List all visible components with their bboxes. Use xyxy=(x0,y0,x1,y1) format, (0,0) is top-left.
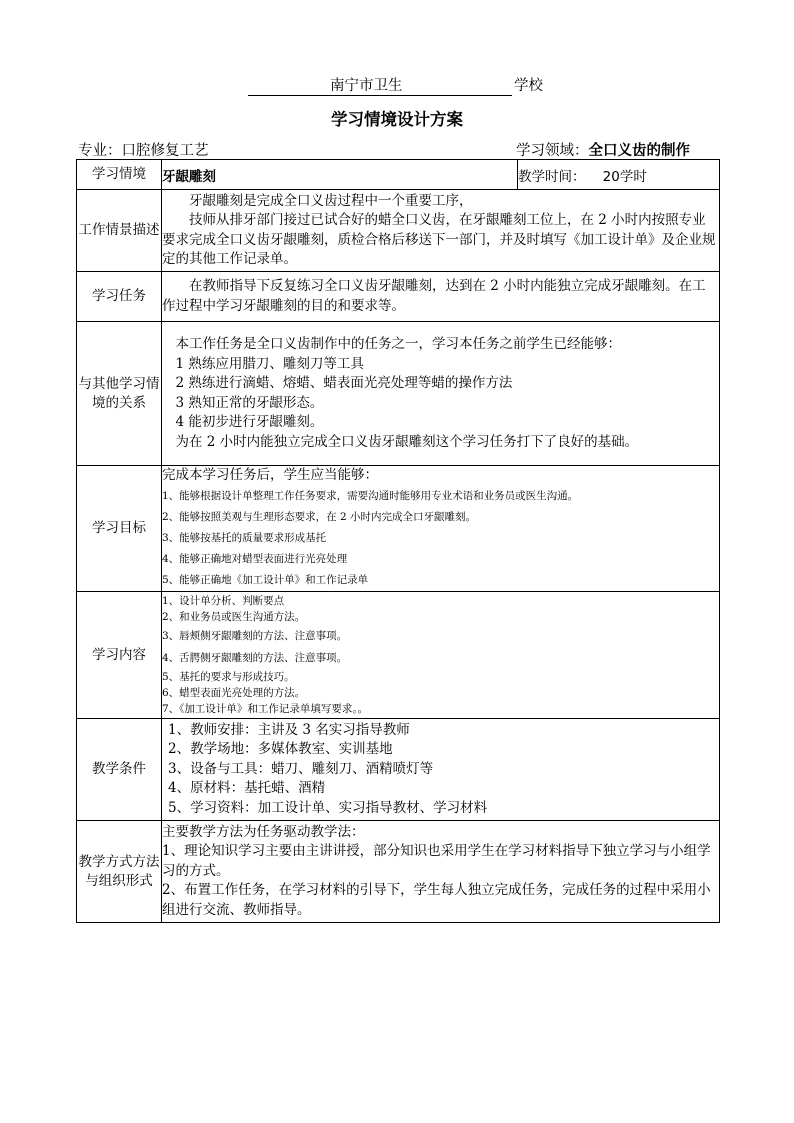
relation-item: 2 熟练进行滴蜡、熔蜡、蜡表面光亮处理等蜡的操作方法 xyxy=(175,375,513,391)
conditions-label: 教学条件 xyxy=(77,719,162,821)
goal-item: 3、能够按基托的质量要求形成基托 xyxy=(162,531,327,544)
teaching-time-cell xyxy=(518,160,720,190)
task-text: 在教师指导下反复练习全口义齿牙龈雕刻，达到在 2 小时内能独立完成牙龈雕刻。在工作过程中学习牙龈雕刻的目的和要求等。 xyxy=(162,278,706,314)
table-row-relation xyxy=(77,322,720,466)
situation-label: 学习情境 xyxy=(77,160,162,190)
task-label: 学习任务 xyxy=(77,272,162,322)
task-content xyxy=(162,272,720,322)
design-plan-table xyxy=(76,159,720,923)
relation-outro: 为在 2 小时内能独立完成全口义齿牙龈雕刻这个学习任务打下了良好的基础。 xyxy=(175,433,639,450)
description-line: 牙龈雕刻是完成全口义齿过程中一个重要工序， xyxy=(189,192,473,209)
table-row-goals xyxy=(77,466,720,592)
document-title: 学习情境设计方案 xyxy=(331,110,463,129)
goals-label: 学习目标 xyxy=(77,466,162,592)
relation-content xyxy=(162,322,720,466)
goal-item: 4、能够正确地对蜡型表面进行光亮处理 xyxy=(162,552,348,565)
content-item: 3、唇颊侧牙龈雕刻的方法、注意事项。 xyxy=(162,630,348,642)
relation-item: 3 熟知正常的牙龈形态。 xyxy=(175,394,324,411)
method-item: 2、布置工作任务，在学习材料的引导下，学生每人独立完成任务，完成任务的过程中采用小组进行交流、教师指导。 xyxy=(162,882,711,918)
major-label: 专业：口腔修复工艺 xyxy=(78,143,209,159)
learning-domain xyxy=(516,139,690,160)
condition-item: 1、教师安排：主讲及 3 名实习指导教师 xyxy=(168,721,410,738)
content-label: 学习内容 xyxy=(77,592,162,719)
goals-intro: 完成本学习任务后，学生应当能够： xyxy=(162,467,378,484)
relation-item: 1 熟练应用腊刀、雕刻刀等工具 xyxy=(175,355,364,372)
table-row-task xyxy=(77,272,720,322)
domain-value: 全口义齿的制作 xyxy=(588,143,690,159)
methods-intro: 主要教学方法为任务驱动教学法： xyxy=(162,823,365,840)
table-row-content xyxy=(77,592,720,719)
domain-label: 学习领域： xyxy=(516,143,589,159)
situation-value-cell xyxy=(162,160,518,190)
methods-label: 教学方式方法与组织形式 xyxy=(77,821,162,923)
content-item: 6、蜡型表面光亮处理的方法。 xyxy=(162,687,306,699)
relation-label: 与其他学习情境的关系 xyxy=(77,322,162,466)
table-row-methods xyxy=(77,821,720,923)
relation-intro: 本工作任务是全口义齿制作中的任务之一，学习本任务之前学生已经能够： xyxy=(175,336,621,352)
content-item: 7、《加工设计单》和工作记录单填写要求。。 xyxy=(162,703,369,715)
relation-item: 4 能初步进行牙龈雕刻。 xyxy=(175,414,324,430)
conditions-content xyxy=(162,719,720,821)
goal-item: 2、能够按照美观与生理形态要求，在 2 小时内完成全口牙龈雕刻。 xyxy=(162,510,477,523)
school-name-line xyxy=(248,76,548,98)
description-label: 工作情景描述 xyxy=(77,190,162,272)
condition-item: 2、教学场地：多媒体教室、实训基地 xyxy=(168,741,393,758)
condition-item: 5、学习资料：加工设计单、实习指导教材、学习材料 xyxy=(168,799,488,816)
methods-content xyxy=(162,821,720,923)
condition-item: 3、设备与工具：蜡刀、雕刻刀、酒精喷灯等 xyxy=(168,760,434,777)
condition-item: 4、原材料：基托蜡、酒精 xyxy=(168,780,326,797)
time-value: 20学时 xyxy=(602,168,647,185)
table-row-description xyxy=(77,190,720,272)
content-list xyxy=(162,592,720,719)
table-row-conditions xyxy=(77,719,720,821)
time-label: 教学时间： xyxy=(518,168,586,185)
content-item: 2、和业务员或医生沟通方法。 xyxy=(162,611,306,623)
situation-value: 牙龈雕刻 xyxy=(162,168,216,185)
school-suffix: 学校 xyxy=(514,78,543,94)
description-content xyxy=(162,190,720,272)
content-item: 5、基托的要求与形成技巧。 xyxy=(162,671,295,683)
table-row-situation xyxy=(77,160,720,190)
goals-content xyxy=(162,466,720,592)
method-item: 1、理论知识学习主要由主讲讲授，部分知识也采用学生在学习材料指导下独立学习与小组学习的方式。 xyxy=(162,843,711,879)
content-item: 4、舌腭侧牙龈雕刻的方法、注意事项。 xyxy=(162,652,348,664)
school-name: 南宁市卫生 xyxy=(330,78,403,94)
description-line: 技师从排牙部门接过已试合好的蜡全口义齿，在牙龈雕刻工位上，在 2 小时内按照专业要求完成全口义齿牙龈雕刻，质检合格后移送下一部门，并及时填写《加工设计单》及企业规定的其他工作记录单。 xyxy=(162,212,716,267)
goal-item: 5、能够正确地《加工设计单》和工作记录单 xyxy=(162,573,369,586)
content-item: 1、设计单分析、判断要点 xyxy=(162,595,285,607)
goal-item: 1、能够根据设计单整理工作任务要求，需要沟通时能够用专业术语和业务员或医生沟通。 xyxy=(162,489,579,502)
